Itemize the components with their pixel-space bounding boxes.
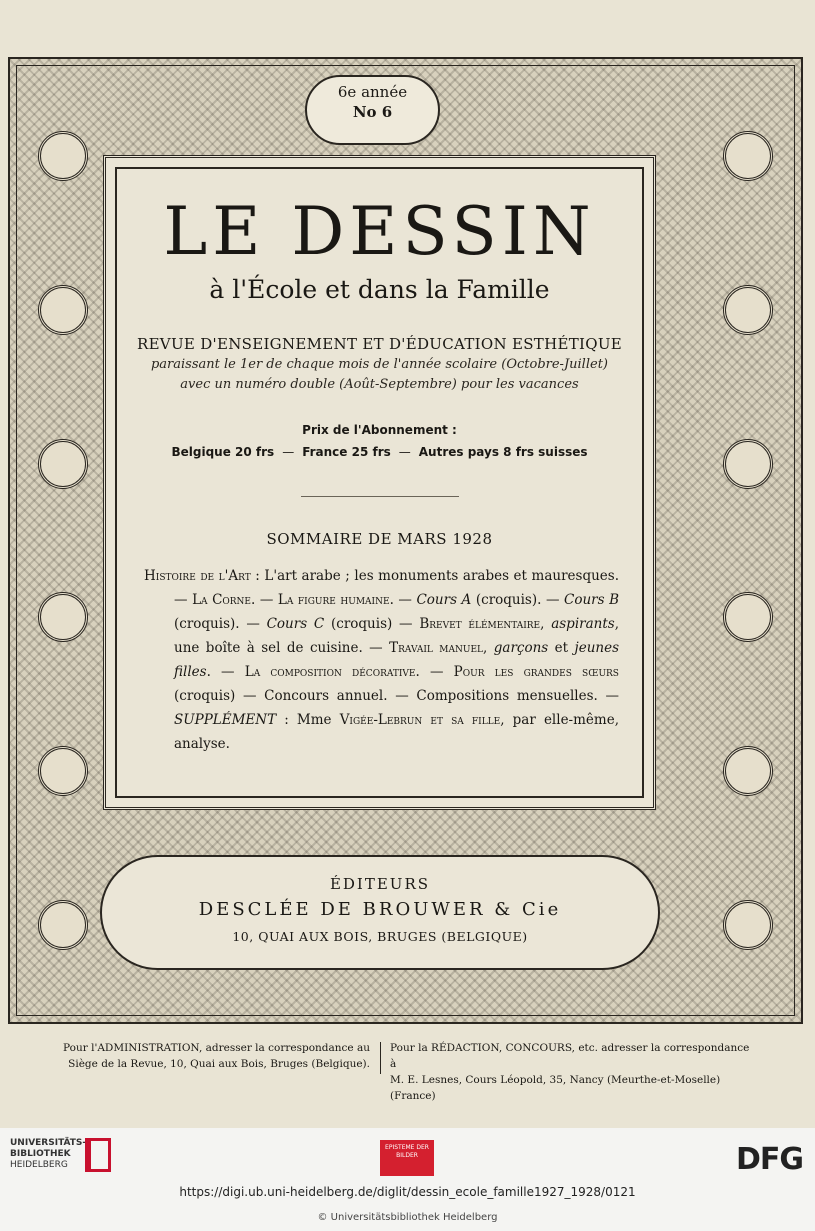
sommaire-part: La Corne bbox=[192, 592, 252, 608]
sommaire-part: , par elle-même, analyse. bbox=[174, 712, 619, 752]
sommaire-part: : Mme bbox=[276, 712, 340, 728]
ub-logo-line: BIBLIOTHEK bbox=[10, 1149, 71, 1159]
footer-right-line-2: M. E. Lesnes, Cours Léopold, 35, Nancy (Meurthe-et-Moselle) (France) bbox=[390, 1074, 721, 1102]
sommaire-part: Histoire de l'Art bbox=[144, 568, 251, 584]
footer-left-line-1: Pour l'ADMINISTRATION, adresser la correspondance au bbox=[63, 1042, 370, 1054]
sommaire-part: Cours C bbox=[266, 616, 325, 632]
sommaire-part: Pour les grandes sœurs bbox=[453, 664, 619, 680]
publisher-name: DESCLÉE DE BROUWER & Cie bbox=[198, 899, 562, 920]
sommaire-part: . — bbox=[206, 664, 245, 680]
sommaire-part: Vigée-Lebrun et sa fille bbox=[339, 712, 501, 728]
footer-administration bbox=[20, 1040, 370, 1072]
sommaire-part: , bbox=[540, 616, 552, 632]
sommaire-part: Cours B bbox=[564, 592, 620, 608]
sommaire-part: . — bbox=[251, 592, 278, 608]
year-label: 6e année bbox=[337, 83, 408, 101]
publisher-cartouche bbox=[100, 855, 660, 970]
issue-number: No 6 bbox=[352, 103, 393, 121]
episteme-logo-text: EPISTEME DER BILDER bbox=[385, 1144, 429, 1159]
parution-line-2: avec un numéro double (Août-Septembre) pour les vacances bbox=[180, 377, 579, 392]
page-url-link[interactable]: https://digi.ub.uni-heidelberg.de/diglit/dessin_ecole_famille1927_1928/0121 bbox=[179, 1185, 636, 1199]
ub-logo-line: HEIDELBERG bbox=[10, 1160, 68, 1170]
sommaire-part: . — bbox=[415, 664, 454, 680]
sommaire-part: aspirants bbox=[551, 616, 615, 632]
divider-rule bbox=[301, 496, 459, 497]
sommaire-part: Travail manuel bbox=[389, 640, 484, 656]
issue-badge bbox=[305, 75, 440, 145]
rosette-ornament bbox=[723, 439, 773, 489]
sommaire-title: SOMMAIRE DE MARS 1928 bbox=[266, 530, 493, 548]
rosette-ornament bbox=[723, 285, 773, 335]
viewer-footer-bar bbox=[0, 1128, 815, 1231]
journal-title: LE DESSIN bbox=[163, 193, 596, 270]
sommaire-part: La figure humaine bbox=[277, 592, 390, 608]
subscription-prices bbox=[106, 445, 653, 459]
sommaire-part: et bbox=[548, 640, 575, 656]
sommaire-part: , bbox=[483, 640, 494, 656]
rosette-ornament bbox=[38, 900, 88, 950]
footer-right-line-1: Pour la RÉDACTION, CONCOURS, etc. adresser la correspondance à bbox=[390, 1042, 750, 1070]
subscription-title: Prix de l'Abonnement : bbox=[302, 423, 457, 437]
footer-left-line-2: Siège de la Revue, 10, Quai aux Bois, Bruges (Belgique). bbox=[68, 1058, 370, 1070]
price-separator: — bbox=[282, 445, 295, 459]
rosette-ornament bbox=[723, 746, 773, 796]
sommaire-part: (croquis) — bbox=[324, 616, 420, 632]
sommaire-part: jeunes filles bbox=[174, 640, 619, 680]
footer-redaction bbox=[390, 1040, 750, 1104]
ub-logo-line: UNIVERSITÄTS- bbox=[10, 1138, 87, 1148]
price-separator: — bbox=[398, 445, 411, 459]
ub-logo-mark-icon bbox=[85, 1138, 111, 1172]
sommaire-part: . — bbox=[389, 592, 417, 608]
dfg-logo[interactable]: DFG bbox=[735, 1142, 803, 1177]
rosette-ornament bbox=[723, 592, 773, 642]
rosette-ornament bbox=[38, 592, 88, 642]
rosette-ornament bbox=[38, 285, 88, 335]
publisher-address: 10, QUAI AUX BOIS, BRUGES (BELGIQUE) bbox=[232, 929, 528, 944]
rosette-ornament bbox=[38, 746, 88, 796]
rosette-ornament bbox=[38, 131, 88, 181]
right-ornament-column bbox=[713, 79, 783, 1002]
sommaire-part: garçons bbox=[493, 640, 549, 656]
price-belgique: Belgique 20 frs bbox=[171, 445, 275, 459]
sommaire-part: (croquis) — Concours annuel. — Compositions mensuelles. — bbox=[174, 688, 619, 704]
rosette-ornament bbox=[723, 900, 773, 950]
title-panel bbox=[103, 155, 656, 810]
journal-subtitle: à l'École et dans la Famille bbox=[209, 275, 550, 304]
rosette-ornament bbox=[38, 439, 88, 489]
sommaire-part: , une boîte à sel de cuisine. — bbox=[174, 616, 619, 656]
sommaire-part: (croquis). — bbox=[471, 592, 565, 608]
sommaire-part: Brevet élémentaire bbox=[419, 616, 541, 632]
footer-divider bbox=[380, 1042, 381, 1074]
price-autres: Autres pays 8 frs suisses bbox=[418, 445, 588, 459]
sommaire-part: La composition décorative bbox=[244, 664, 416, 680]
rosette-ornament bbox=[723, 131, 773, 181]
episteme-logo[interactable] bbox=[380, 1140, 434, 1176]
sommaire-part: (croquis). — bbox=[174, 616, 267, 632]
left-ornament-column bbox=[28, 79, 98, 1002]
sommaire-body bbox=[144, 564, 619, 756]
revue-description: REVUE D'ENSEIGNEMENT ET D'ÉDUCATION ESTHÉTIQUE bbox=[136, 335, 623, 353]
publisher-label: ÉDITEURS bbox=[329, 875, 431, 893]
sommaire-part: : L'art arabe ; les monuments arabes et mauresques. — bbox=[174, 568, 619, 608]
parution-line-1: paraissant le 1er de chaque mois de l'année scolaire (Octobre-Juillet) bbox=[150, 357, 608, 372]
sommaire-part: SUPPLÉMENT bbox=[174, 712, 277, 728]
copyright-notice: © Universitätsbibliothek Heidelberg bbox=[317, 1212, 498, 1223]
price-france: France 25 frs bbox=[302, 445, 391, 459]
sommaire-part: Cours A bbox=[416, 592, 472, 608]
